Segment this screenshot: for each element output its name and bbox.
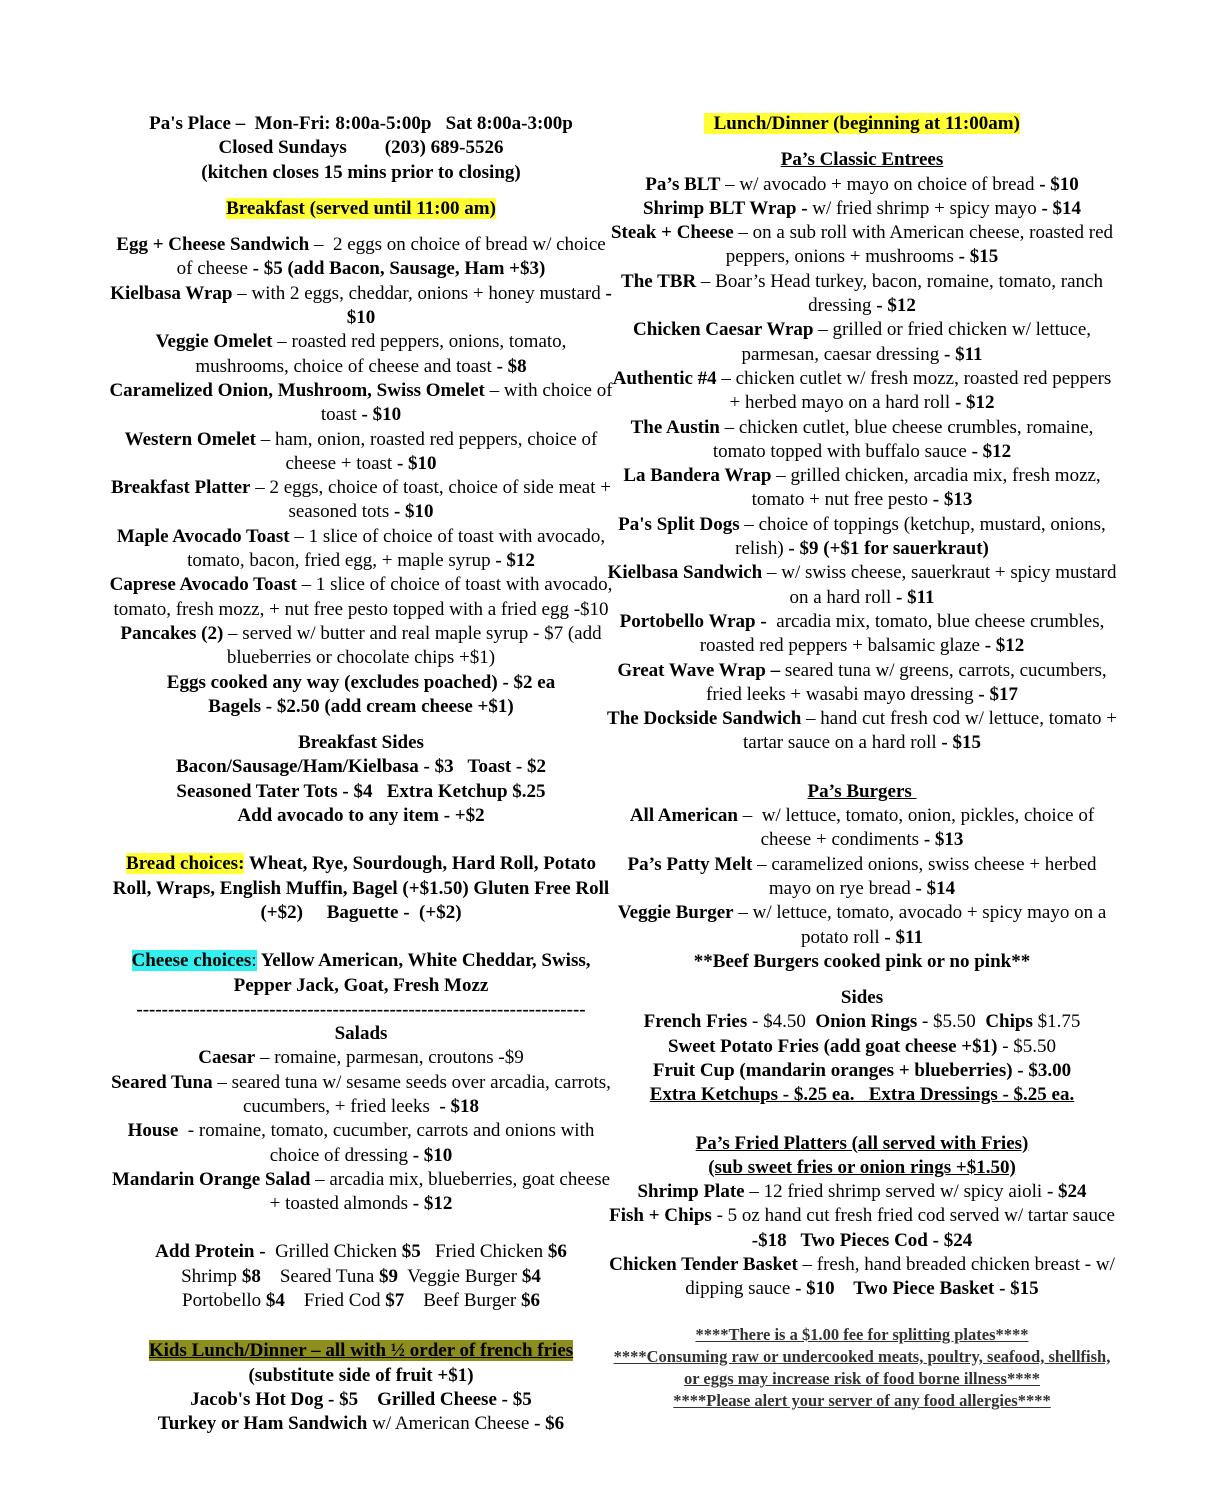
item-price: - $10 [346,282,617,329]
breakfast-sides-heading: Breakfast Sides [298,732,424,754]
item-description: with choice of toast [320,379,613,426]
item-description: Boar’s Head turkey, bacon, romaine, tomato, ranch dressing [715,270,1103,317]
protein-price: $4 [521,1265,541,1287]
cheese-choices-label-wrap [132,950,257,971]
item-price: - $13 [919,829,964,851]
item-price: - $5 (add Bacon, Sausage, Ham +$3) [247,258,546,280]
item-description: arcadia mix, blueberries, goat cheese + toasted almonds [269,1168,611,1215]
item-name: Chicken Caesar Wrap [632,319,814,341]
salad-item [108,1168,614,1217]
item-description: 12 fried shrimp served w/ spicy aioli [763,1181,1043,1203]
item-price: - $12 [979,635,1025,657]
platter-item [606,1204,1125,1253]
item-name: Kielbasa Sandwich [607,562,763,584]
breakfast-item [108,573,614,622]
item-description: with 2 eggs, cheddar, onions + honey mustard [251,282,601,304]
item-separator: – [716,367,736,389]
sides-extras: Extra Ketchups - $.25 ea. Extra Dressings - $.25 ea. [649,1084,1075,1106]
salad-item [108,1119,614,1168]
entree-item [606,659,1118,708]
item-name: The Dockside Sandwich [607,708,802,730]
side-name: Chips [985,1011,1033,1033]
salad-item [108,1071,614,1120]
item-description: 2 eggs on choice of bread w/ choice of cheese [176,234,606,280]
protein-price: $8 [241,1265,261,1287]
item-separator: – [696,270,716,292]
header-hours: Pa's Place – Mon-Fri: 8:00a-5:00p Sat 8:00a-3:00p [149,113,573,134]
item-name: Portobello Wrap - [619,610,767,632]
item-price: - $15 [936,732,981,754]
item-price: - $10 [392,452,437,474]
protein-name: Seared Tuna [260,1265,380,1287]
sides-heading: Sides [840,987,884,1009]
item-separator: – [232,282,252,304]
breakfast-heading: Breakfast (served until 11:00 am) [226,197,496,219]
item-description: ham, onion, roasted red peppers, choice of cheese + toast [275,428,598,474]
side-name: Onion Rings [815,1011,918,1033]
item-name: Caramelized Onion, Mushroom, Swiss Omelet [109,379,485,401]
entree-item [606,318,1118,367]
bread-choices-label: Bread choices: [126,853,245,875]
bagels-line: Bagels - $2.50 (add cream cheese +$1) [208,695,514,717]
item-price: - $12 [490,550,535,572]
divider: ----------------------------------------------------------------------- [136,998,586,1020]
item-separator [767,611,777,632]
kids-line: Jacob's Hot Dog - $5 Grilled Cheese - $5 [190,1388,532,1410]
side-price: - $5.50 [917,1011,986,1033]
salad-items [108,1046,614,1216]
add-protein-label: Add Protein - [155,1241,271,1263]
sides-line: Fruit Cup (mandarin oranges + blueberries) - $3.00 [652,1059,1072,1081]
entree-item [606,270,1118,319]
entree-item [606,197,1118,221]
item-separator: – [256,428,275,450]
entrees-title: Pa’s Classic Entrees [780,149,944,171]
item-description: seared tuna w/ greens, carrots, cucumbers, fried leeks + wasabi mayo dressing [706,659,1107,705]
side-price: - $4.50 [747,1011,816,1033]
item-description: roasted red peppers, onions, tomato, mushrooms, choice of cheese and toast [195,331,567,377]
burgers-title: Pa’s Burgers [807,780,917,802]
item-description: grilled chicken, arcadia mix, fresh mozz, tomato + nut free pesto [751,465,1101,511]
cheese-colon: : [251,950,257,972]
item-name: Pa's Split Dogs [618,513,740,535]
left-column [108,112,617,1437]
protein-name: Fried Cod [284,1290,386,1312]
breakfast-items [108,233,617,670]
burger-item [606,804,1118,853]
item-name: Pa’s BLT [645,173,721,195]
protein-name: Fried Chicken [420,1241,548,1263]
header-kitchen-note: (kitchen closes 15 mins prior to closing) [201,161,521,183]
item-name: The TBR [621,270,697,292]
cheese-choices-text: Yellow American, White Cheddar, Swiss, Pepper Jack, Goat, Fresh Mozz [233,950,591,996]
burger-note: **Beef Burgers cooked pink or no pink** [693,950,1031,972]
item-name: Shrimp BLT Wrap - [642,197,808,219]
item-description: w/ swiss cheese, sauerkraut + spicy mustard on a hard roll [781,562,1117,608]
item-name: Caesar [198,1047,256,1069]
burger-item [606,901,1118,950]
item-price: - $12 [966,440,1012,462]
item-description: served w/ butter and real maple syrup - $7 (add blueberries or chocolate chips +$1) [226,622,602,669]
entree-item [606,707,1118,756]
item-description: grilled or fried chicken w/ lettuce, parmesan, caesar dressing [741,319,1092,365]
entree-item [606,610,1118,659]
item-price: - $11 [879,926,923,948]
protein-price: $6 [521,1290,540,1312]
item-name: Great Wave Wrap – [617,659,781,681]
breakfast-item [108,428,614,477]
salad-item [108,1046,614,1070]
item-description: chicken cutlet w/ fresh mozz, roasted red peppers + herbed mayo on a hard roll [729,367,1112,414]
kids-line [108,1412,614,1436]
protein-name: Beef Burger [404,1290,521,1312]
entree-item [606,367,1118,416]
item-name: Mandarin Orange Salad [111,1168,311,1190]
side-name: Sweet Potato Fries (add goat cheese +$1) [667,1035,998,1057]
item-separator: – [309,234,333,256]
protein-price: $5 [401,1241,421,1263]
protein-name: Grilled Chicken [270,1241,402,1263]
entree-item [606,221,1118,270]
item-description: hand cut fresh cod w/ lettuce, tomato + tartar sauce on a hard roll [743,708,1117,754]
protein-price: $7 [385,1290,405,1312]
item-price: - $11 [891,586,935,608]
item-description: 1 slice of choice of toast with avocado, tomato, bacon, fried egg, + maple syrup [187,525,606,572]
item-price: - $14 [910,877,956,899]
item-price: - $10 [1034,173,1079,195]
item-name: Seared Tuna [111,1071,213,1093]
item-separator: – [797,1254,817,1276]
item-price: - $10 Two Piece Basket - $15 [790,1278,1039,1300]
kids-heading: Kids Lunch/Dinner – all with ½ order of french fries [148,1340,574,1362]
entree-item [606,464,1118,513]
item-name: Veggie Omelet [155,331,273,353]
kids-item-name: Turkey or Ham Sandwich [157,1413,368,1435]
item-separator: – [733,902,753,924]
platter-items [606,1180,1125,1301]
item-separator: – [212,1071,232,1093]
item-name: Western Omelet [124,428,256,450]
item-description: seared tuna w/ sesame seeds over arcadia, carrots, cucumbers, + fried leeks [231,1071,611,1117]
item-description: on a sub roll with American cheese, roasted red peppers, onions + mushrooms [725,222,1114,268]
item-separator: – [739,513,759,535]
item-name: Egg + Cheese Sandwich [116,234,310,256]
breakfast-item [108,233,614,282]
sides-line [606,1010,1118,1034]
item-description: w/ fried shrimp + spicy mayo [812,197,1037,219]
item-separator: – [223,622,243,644]
item-separator: – [310,1168,330,1190]
breakfast-item [108,379,614,428]
bread-choices-text: Wheat, Rye, Sourdough, Hard Roll, Potato Roll, Wraps, English Muffin, Bagel (+$1.50) Gluten Free Roll (+$2) Baguette - (+$2) [112,853,614,923]
platters-subtitle: (sub sweet fries or onion rings +$1.50) [708,1156,1016,1178]
breakfast-item [108,330,614,379]
item-name: Breakfast Platter [111,477,251,499]
item-description: 1 slice of choice of toast with avocado, tomato, fresh mozz, + nut free pesto topped with a fried egg -$10 [113,574,613,620]
item-name: All American [629,805,738,827]
breakfast-item [108,282,617,331]
item-price: - $12 [950,392,995,414]
add-protein [108,1240,614,1313]
item-separator: – [289,525,309,547]
item-separator: – [771,465,791,487]
right-column [606,112,1125,1412]
item-separator: - [711,1205,728,1227]
item-price: - $11 [939,343,983,365]
item-separator: – [296,574,316,596]
entree-item [606,416,1118,465]
breakfast-sides-line: Bacon/Sausage/Ham/Kielbasa - $3 Toast - $2 [175,756,547,778]
kids-sub: (substitute side of fruit +$1) [248,1364,474,1386]
item-description: arcadia mix, tomato, blue cheese crumbles, roasted red peppers + balsamic glaze [699,610,1105,657]
item-separator: – [484,379,504,401]
entree-item [606,513,1118,562]
platter-item [606,1253,1118,1302]
burger-items [606,804,1118,950]
item-separator: – [733,222,753,244]
item-price: - $13 [928,489,973,511]
item-price: - $24 [1042,1181,1087,1203]
salads-heading: Salads [334,1023,388,1045]
item-price: - $12 [871,295,916,317]
item-description: 2 eggs, choice of toast, choice of side meat + seasoned tots [269,477,611,523]
bread-choices [108,852,614,925]
breakfast-sides-line: Seasoned Tater Tots - $4 Extra Ketchup $.25 [176,780,546,802]
item-separator: – [801,708,821,730]
item-description: romaine, parmesan, croutons -$9 [274,1047,524,1069]
item-price: - $17 [973,683,1018,705]
item-description: fresh, hand breaded chicken breast - w/ dipping sauce [685,1254,1115,1300]
item-name: House [127,1120,179,1142]
item-description: choice of toppings (ketchup, mustard, onions, relish) [735,513,1106,560]
protein-name: Portobello [182,1290,266,1312]
notice-allergy: ****Please alert your server of any food allergies**** [673,1390,1051,1410]
notice-raw: ****Consuming raw or undercooked meats, poultry, seafood, shellfish, or eggs may increase risk of food borne illness**** [613,1346,1111,1388]
header [108,112,614,185]
item-separator: – [738,805,762,827]
item-price: -$18 Two Pieces Cod - $24 [751,1205,1125,1251]
item-price: - $10 [356,404,402,426]
item-separator: – [719,416,739,438]
protein-name: Shrimp [181,1265,242,1287]
item-name: Pancakes (2) [120,622,224,644]
item-description: w/ lettuce, tomato, onion, pickles, choice of cheese + condiments [760,805,1095,851]
cheese-choices [108,949,614,998]
item-price: - $10 [389,501,434,523]
item-separator: – [272,331,292,353]
item-price: - $12 [408,1193,453,1215]
item-separator: – [762,562,782,584]
item-separator: – [813,319,833,341]
item-separator: – [744,1181,764,1203]
lunch-heading: Lunch/Dinner (beginning at 11:00am) [704,113,1020,134]
platter-item [606,1180,1118,1204]
item-separator: – [250,477,270,499]
item-description: w/ lettuce, tomato, avocado + spicy mayo on a potato roll [752,902,1107,948]
breakfast-item [108,525,614,574]
kids-item-desc: w/ American Cheese [367,1413,535,1435]
item-separator: - [178,1120,199,1142]
protein-name: Veggie Burger [398,1265,522,1287]
entree-item [606,561,1118,610]
header-closed-phone: Closed Sundays (203) 689-5526 [218,137,504,159]
item-separator: – [752,853,772,875]
side-price: - $5.50 [997,1035,1057,1057]
item-name: Fish + Chips [609,1205,712,1227]
item-description: romaine, tomato, cucumber, carrots and onions with choice of dressing [198,1120,595,1166]
item-price: - $18 [429,1095,479,1117]
sides-line [606,1035,1118,1059]
item-price: - $15 [953,246,999,268]
item-price: - $8 [491,355,527,377]
item-name: Maple Avocado Toast [116,525,290,547]
side-name: French Fries [643,1011,748,1033]
eggs-line: Eggs cooked any way (excludes poached) - $2 ea [166,671,556,693]
entree-items [606,173,1118,756]
protein-price: $9 [379,1265,399,1287]
item-description: caramelized onions, swiss cheese + herbed mayo on rye bread [768,853,1097,899]
item-separator: – [255,1047,275,1069]
breakfast-item [108,476,614,525]
item-description: 5 oz hand cut fresh fried cod served w/ tartar sauce [727,1205,1120,1227]
item-name: Caprese Avocado Toast [109,574,297,596]
item-separator: – [720,173,740,195]
item-name: Pa’s Patty Melt [627,853,753,875]
item-description: chicken cutlet, blue cheese crumbles, romaine, tomato topped with buffalo sauce [712,416,1094,462]
notice-split: ****There is a $1.00 fee for splitting plates**** [695,1324,1029,1344]
kids-item-price: - $6 [534,1413,565,1435]
item-name: The Austin [630,416,720,438]
cheese-choices-label: Cheese choices [131,950,252,972]
item-name: Authentic #4 [612,367,717,389]
item-name: Kielbasa Wrap [110,282,233,304]
burger-item [606,853,1118,902]
protein-price: $6 [547,1241,567,1263]
item-name: Shrimp Plate [637,1181,745,1203]
item-name: La Bandera Wrap [623,465,772,487]
platters-title: Pa’s Fried Platters (all served with Fries) [695,1132,1029,1154]
item-name: Steak + Cheese [610,222,734,244]
item-description: w/ avocado + mayo on choice of bread [739,173,1035,195]
item-name: Veggie Burger [617,902,734,924]
breakfast-item [108,622,614,671]
item-price: - $10 [407,1144,453,1166]
protein-price: $4 [265,1290,285,1312]
item-name: Chicken Tender Basket [609,1254,798,1276]
side-price: $1.75 [1032,1011,1081,1033]
breakfast-sides-line: Add avocado to any item - +$2 [237,805,485,827]
entree-item [606,173,1118,197]
item-price: - $9 (+$1 for sauerkraut) [783,538,989,560]
item-price: - $14 [1036,197,1082,219]
